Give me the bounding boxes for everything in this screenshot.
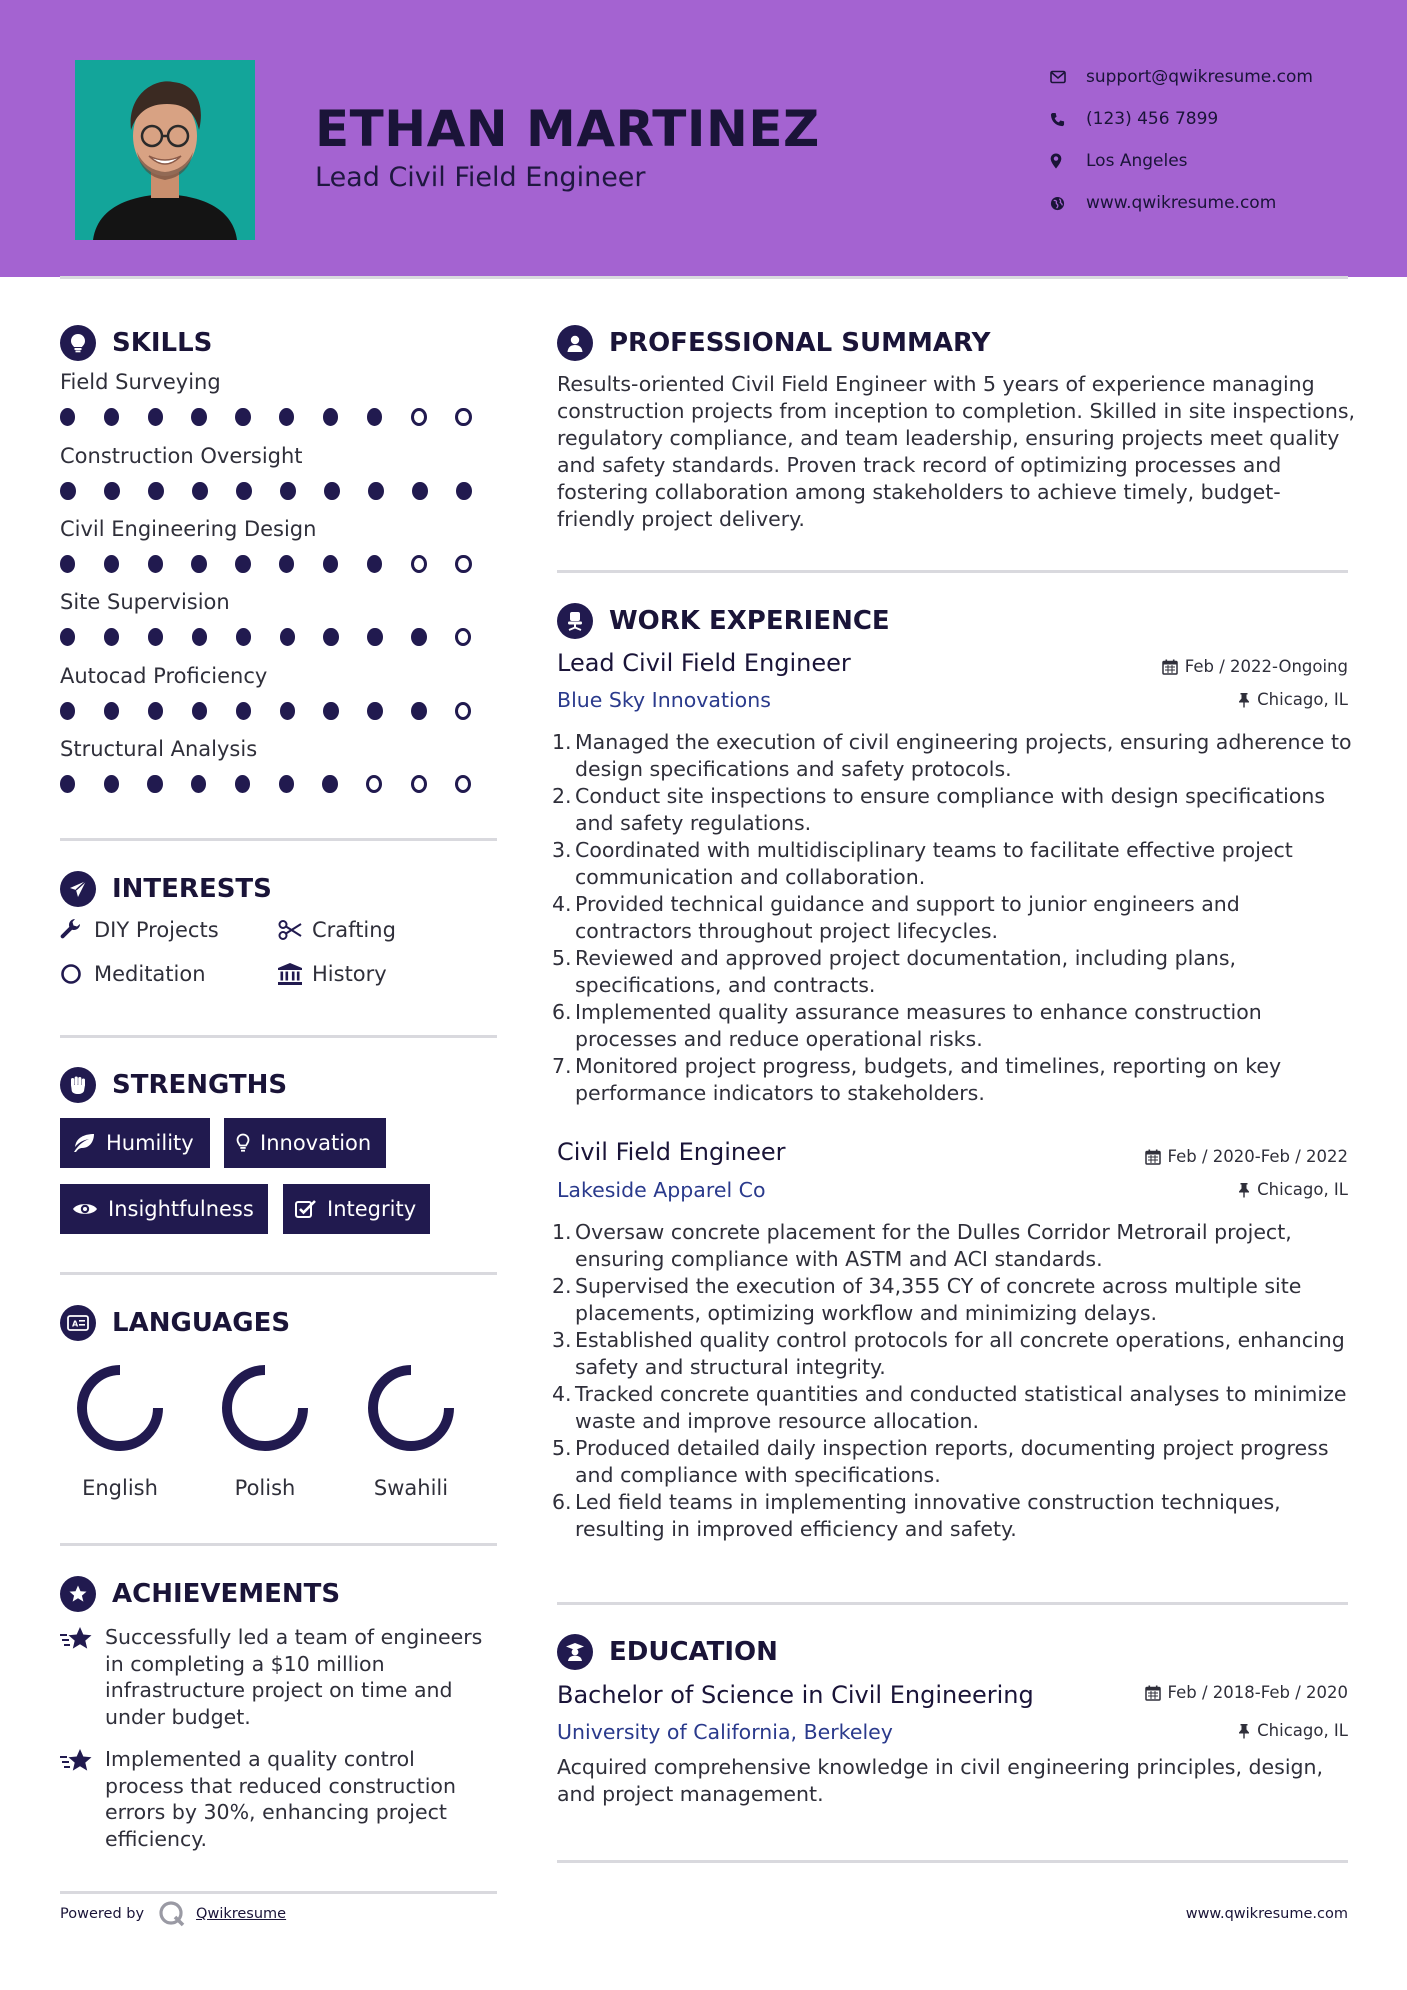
bullet-text: Managed the execution of civil engineering projects, ensuring adherence to design specifications and safety protocols. [575,730,1352,781]
skills-heading [60,325,212,361]
strengths-title: STRENGTHS [112,1070,288,1100]
star-icon [60,1746,105,1852]
bullet-number: 6. [552,1490,572,1514]
rating-dot-empty [455,628,471,646]
pushpin-icon [1238,1723,1250,1739]
job-bullet [552,783,1357,837]
rating-dot-filled [368,482,384,500]
bullet-number: 6. [552,1000,572,1024]
rating-dot-empty [411,408,427,426]
rating-dot-empty [455,555,471,573]
bullet-text: Implemented quality assurance measures to enhance construction processes and reduce operational risks. [575,1000,1262,1051]
office-chair-icon [557,603,593,639]
rating-dot-filled [60,482,76,500]
rating-dot-filled [104,408,119,426]
strength-label: Integrity [327,1197,417,1221]
footer-website[interactable]: www.qwikresume.com [1185,1906,1348,1922]
rating-dot-filled [147,775,162,793]
rating-dot-filled [104,702,119,720]
degree-title: Bachelor of Science in Civil Engineering [557,1681,1034,1709]
skill-item [60,737,500,793]
rating-dot-filled [60,628,75,646]
job-bullet [552,1053,1357,1107]
strength-label: Innovation [260,1131,372,1155]
interest-label: History [312,962,387,986]
circle-icon [60,963,94,985]
rating-dot-empty [455,408,471,426]
experience-heading [557,603,890,639]
achievement-text: Implemented a quality control process that reduced construction errors by 30%, enhancing project efficiency. [105,1747,456,1851]
strength-chip [60,1118,210,1168]
pushpin-icon [1238,692,1250,708]
rating-dot-empty [411,555,427,573]
school-name: University of California, Berkeley [557,1720,893,1744]
job-company: Blue Sky Innovations [557,688,771,712]
resume-header [0,0,1407,277]
section-divider [557,1860,1348,1863]
check-square-icon [295,1199,317,1219]
bullet-number: 5. [552,1436,572,1460]
section-divider [60,1272,497,1275]
job-bullets [552,729,1357,1107]
bullet-text: Reviewed and approved project documentation, including plans, specifications, and contracts. [575,946,1237,997]
job-dates [1145,1147,1348,1166]
rating-dot-filled [235,408,250,426]
fist-icon [60,1067,96,1103]
job-bullet [552,1273,1357,1327]
summary-heading [557,325,990,361]
rating-dot-filled [192,702,207,720]
bullet-number: 3. [552,838,572,862]
job-bullet [552,891,1357,945]
language-ring [55,1358,185,1458]
job-location [1238,690,1348,709]
bullet-text: Produced detailed daily inspection reports, documenting project progress and compliance with specifications. [575,1436,1329,1487]
strength-chip [283,1184,430,1234]
rating-dot-filled [60,775,75,793]
rating-dot-filled [322,775,337,793]
job-bullet [552,999,1357,1053]
qwikresume-logo-icon [158,1900,186,1928]
language-card-icon [60,1305,96,1341]
achievements-heading [60,1576,340,1612]
interest-item [60,918,219,942]
rating-dot-filled [60,555,75,573]
rating-dot-filled [191,408,206,426]
museum-icon [278,963,312,985]
skill-item [60,444,500,500]
rating-dot-filled [412,482,428,500]
language-label: English [82,1476,158,1500]
summary-title: PROFESSIONAL SUMMARY [609,328,991,358]
globe-icon [1050,196,1086,211]
job-dates-text: Feb / 2020-Feb / 2022 [1167,1147,1348,1166]
achievement-item [60,1746,500,1852]
skill-rating [60,702,500,720]
bullet-number: 5. [552,946,572,970]
rating-dot-filled [323,408,338,426]
section-divider [557,1602,1348,1605]
education-dates-text: Feb / 2018-Feb / 2020 [1167,1683,1348,1702]
rating-dot-filled [236,628,251,646]
eye-icon [72,1201,98,1217]
strength-label: Insightfulness [108,1197,254,1221]
interest-item [60,962,206,986]
skill-rating [60,482,500,500]
contact-list [1050,56,1313,224]
interest-item [278,918,396,942]
rating-dot-filled [60,408,75,426]
rating-dot-filled [279,408,294,426]
language-ring [346,1358,476,1458]
job-bullet [552,1435,1357,1489]
experience-title: WORK EXPERIENCE [609,606,890,636]
job-bullet [552,1219,1357,1273]
scissors-icon [278,920,312,940]
job-dates-text: Feb / 2022-Ongoing [1184,657,1348,676]
bullet-text: Coordinated with multidisciplinary teams to facilitate effective project communication and collaboration. [575,838,1293,889]
job-bullet [552,837,1357,891]
qwikresume-link[interactable]: Qwikresume [196,1906,287,1922]
section-divider [60,838,497,841]
education-title: EDUCATION [609,1637,778,1667]
rating-dot-filled [148,555,163,573]
skill-item [60,517,500,573]
graduate-icon [557,1634,593,1670]
rating-dot-empty [455,775,471,793]
skill-item [60,664,500,720]
rating-dot-filled [192,482,208,500]
rating-dot-filled [191,775,206,793]
language-label: Swahili [373,1476,449,1500]
rating-dot-filled [367,408,382,426]
education-dates [1145,1683,1348,1702]
bullet-text: Established quality control protocols for all concrete operations, enhancing safety and structural integrity. [575,1328,1345,1379]
bullet-text: Oversaw concrete placement for the Dulles Corridor Metrorail project, ensuring compliance with ASTM and ACI standards. [575,1220,1292,1271]
skill-rating [60,628,500,646]
education-heading [557,1634,778,1670]
skill-item [60,370,500,426]
rating-dot-filled [279,555,294,573]
rating-dot-filled [367,702,382,720]
rating-dot-filled [411,628,426,646]
svg-text:A: A [72,1319,79,1329]
job-title: Lead Civil Field Engineer [557,649,851,677]
rating-dot-filled [148,482,164,500]
bullet-text: Monitored project progress, budgets, and timelines, reporting on key performance indicators to stakeholders. [575,1054,1282,1105]
bullet-number: 2. [552,1274,572,1298]
bullet-number: 7. [552,1054,572,1078]
rating-dot-filled [104,775,119,793]
job-bullets [552,1219,1357,1543]
rating-dot-filled [279,775,294,793]
calendar-icon [1162,659,1178,675]
languages-title: LANGUAGES [112,1308,291,1338]
strength-chip [224,1118,386,1168]
section-divider [60,1543,497,1546]
interest-item [278,962,387,986]
achievement-item [60,1624,500,1730]
skill-rating [60,408,500,426]
rating-dot-filled [323,702,338,720]
bullet-text: Provided technical guidance and support to junior engineers and contractors throughout project lifecycles. [575,892,1240,943]
job-bullet [552,1489,1357,1543]
profile-photo [75,60,255,240]
rating-dot-filled [323,628,338,646]
job-dates [1162,657,1348,676]
rating-dot-filled [104,628,119,646]
envelope-icon [1050,70,1086,84]
rating-dot-filled [60,702,75,720]
job-location-text: Chicago, IL [1257,1180,1348,1199]
phone-icon [1050,112,1086,127]
contact-location [1050,140,1313,182]
section-divider [557,570,1348,573]
rating-dot-filled [104,482,120,500]
contact-email[interactable] [1050,56,1313,98]
contact-website[interactable] [1050,182,1313,224]
rating-dot-filled [280,628,295,646]
skill-rating [60,555,500,573]
skill-label: Structural Analysis [60,737,258,761]
education-location [1238,1721,1348,1740]
interests-heading [60,871,272,907]
language-item [200,1358,330,1500]
rating-dot-filled [235,775,250,793]
rating-dot-filled [192,628,207,646]
language-ring [200,1358,330,1458]
education-location-text: Chicago, IL [1257,1721,1348,1740]
rating-dot-filled [411,702,426,720]
language-item [55,1358,185,1500]
bullet-number: 3. [552,1328,572,1352]
rating-dot-filled [367,555,382,573]
rating-dot-filled [324,482,340,500]
rating-dot-filled [280,482,296,500]
bullet-text: Conduct site inspections to ensure compliance with design specifications and safety regulations. [575,784,1326,835]
achievements-title: ACHIEVEMENTS [112,1579,341,1609]
education-description: Acquired comprehensive knowledge in civil engineering principles, design, and project management. [557,1755,1324,1806]
languages-heading [60,1305,290,1341]
interest-label: Crafting [312,918,396,942]
star-icon [60,1624,105,1730]
bullet-text: Led field teams in implementing innovative construction techniques, resulting in improved efficiency and safety. [575,1490,1281,1541]
strength-label: Humility [106,1131,194,1155]
skill-label: Autocad Proficiency [60,664,268,688]
skills-title: SKILLS [112,328,213,358]
job-location [1238,1180,1348,1199]
language-item [346,1358,476,1500]
contact-location-text: Los Angeles [1086,151,1188,171]
skill-label: Site Supervision [60,590,230,614]
calendar-icon [1145,1149,1161,1165]
rating-dot-filled [148,702,163,720]
contact-phone-text: (123) 456 7899 [1086,109,1219,129]
rating-dot-filled [148,408,163,426]
language-label: Polish [234,1476,296,1500]
bullet-number: 1. [552,1220,572,1244]
job-bullet [552,1381,1357,1435]
contact-email-text: support@qwikresume.com [1086,67,1313,87]
lightbulb-icon [60,325,96,361]
pushpin-icon [1238,1182,1250,1198]
job-location-text: Chicago, IL [1257,690,1348,709]
rating-dot-filled [367,628,382,646]
skill-item [60,590,500,646]
lightbulb-icon [236,1133,250,1153]
skill-label: Construction Oversight [60,444,303,468]
skill-label: Civil Engineering Design [60,517,317,541]
job-title: Civil Field Engineer [557,1138,786,1166]
bullet-number: 2. [552,784,572,808]
leaf-icon [72,1133,96,1153]
calendar-icon [1145,1685,1161,1701]
bullet-text: Supervised the execution of 34,355 CY of concrete across multiple site placements, optimizing workflow and minimizing delays. [575,1274,1302,1325]
star-badge-icon [60,1576,96,1612]
rating-dot-filled [104,555,119,573]
rating-dot-filled [456,482,472,500]
strengths-heading [60,1067,287,1103]
rating-dot-filled [323,555,338,573]
contact-website-text: www.qwikresume.com [1086,193,1277,213]
job-company: Lakeside Apparel Co [557,1178,766,1202]
header-divider [60,276,1348,279]
powered-by-label: Powered by [60,1906,145,1922]
job-bullet [552,945,1357,999]
strength-chip [60,1184,268,1234]
job-bullet [552,729,1357,783]
skill-label: Field Surveying [60,370,221,394]
map-pin-icon [1050,153,1086,169]
interest-label: DIY Projects [94,918,219,942]
rating-dot-filled [236,482,252,500]
footer-powered-by [60,1900,286,1928]
interest-label: Meditation [94,962,206,986]
section-divider [60,1035,497,1038]
rating-dot-filled [191,555,206,573]
skill-rating [60,775,500,793]
summary-text: Results-oriented Civil Field Engineer with 5 years of experience managing construction projects from inception to completion. Skilled in site inspections, regulatory compliance, and team leadership, ensuring projects meet quality and safety standards. Proven track record of optimizing processes and fostering collaboration among stakeholders to achieve timely, budget-friendly project delivery. [557,372,1356,531]
rating-dot-empty [411,775,427,793]
rating-dot-empty [455,702,471,720]
wrench-icon [60,919,94,941]
rating-dot-filled [236,702,251,720]
achievement-text: Successfully led a team of engineers in completing a $10 million infrastructure project on time and under budget. [105,1625,483,1729]
job-bullet [552,1327,1357,1381]
bullet-text: Tracked concrete quantities and conducted statistical analyses to minimize waste and improve resource allocation. [575,1382,1347,1433]
rating-dot-filled [235,555,250,573]
user-icon [557,325,593,361]
bullet-number: 4. [552,1382,572,1406]
candidate-name: ETHAN MARTINEZ [315,100,820,158]
interests-title: INTERESTS [112,874,272,904]
candidate-role: Lead Civil Field Engineer [315,162,646,193]
rating-dot-filled [280,702,295,720]
rating-dot-filled [148,628,163,646]
language-level-arc [227,1370,303,1446]
bullet-number: 4. [552,892,572,916]
rating-dot-empty [366,775,382,793]
language-level-arc [82,1370,158,1446]
paper-plane-icon [60,871,96,907]
section-divider [60,1891,497,1894]
language-level-arc [373,1370,449,1446]
bullet-number: 1. [552,730,572,754]
contact-phone[interactable] [1050,98,1313,140]
